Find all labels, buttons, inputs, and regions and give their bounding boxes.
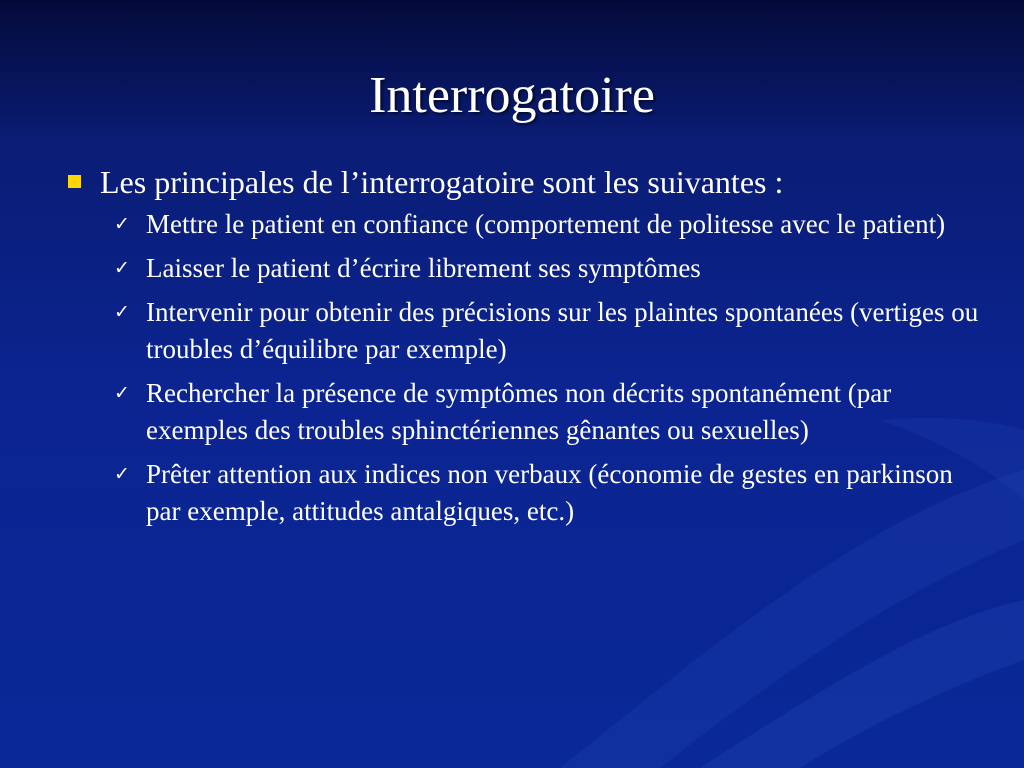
checkmark-icon: ✓ (114, 301, 130, 323)
checkmark-icon: ✓ (114, 213, 130, 235)
sub-bullet-text: Prêter attention aux indices non verbaux (économie de gestes en parkinson par exemple, attitudes antalgiques, etc.) (146, 459, 953, 526)
sub-bullet-item (62, 206, 982, 243)
sub-bullet-item (62, 294, 982, 368)
main-bullet (62, 160, 982, 204)
sub-bullet-item (62, 250, 982, 287)
sub-bullet-item (62, 456, 982, 530)
sub-bullet-item (62, 375, 982, 449)
sub-bullet-text: Rechercher la présence de symptômes non décrits spontanément (par exemples des troubles sphinctériennes gênantes ou sexuelles) (146, 378, 892, 445)
sub-bullet-text: Mettre le patient en confiance (comportement de politesse avec le patient) (146, 209, 946, 239)
sub-bullet-list (62, 206, 982, 530)
main-bullet-text: Les principales de l’interrogatoire sont les suivantes : (100, 164, 784, 200)
square-bullet-icon (68, 175, 81, 188)
slide-body (62, 160, 982, 537)
checkmark-icon: ✓ (114, 257, 130, 279)
sub-bullet-text: Intervenir pour obtenir des précisions sur les plaintes spontanées (vertiges ou troubles d’équilibre par exemple) (146, 297, 979, 364)
checkmark-icon: ✓ (114, 382, 130, 404)
slide-title: Interrogatoire (369, 67, 655, 124)
checkmark-icon: ✓ (114, 463, 130, 485)
sub-bullet-text: Laisser le patient d’écrire librement ses symptômes (146, 253, 701, 283)
